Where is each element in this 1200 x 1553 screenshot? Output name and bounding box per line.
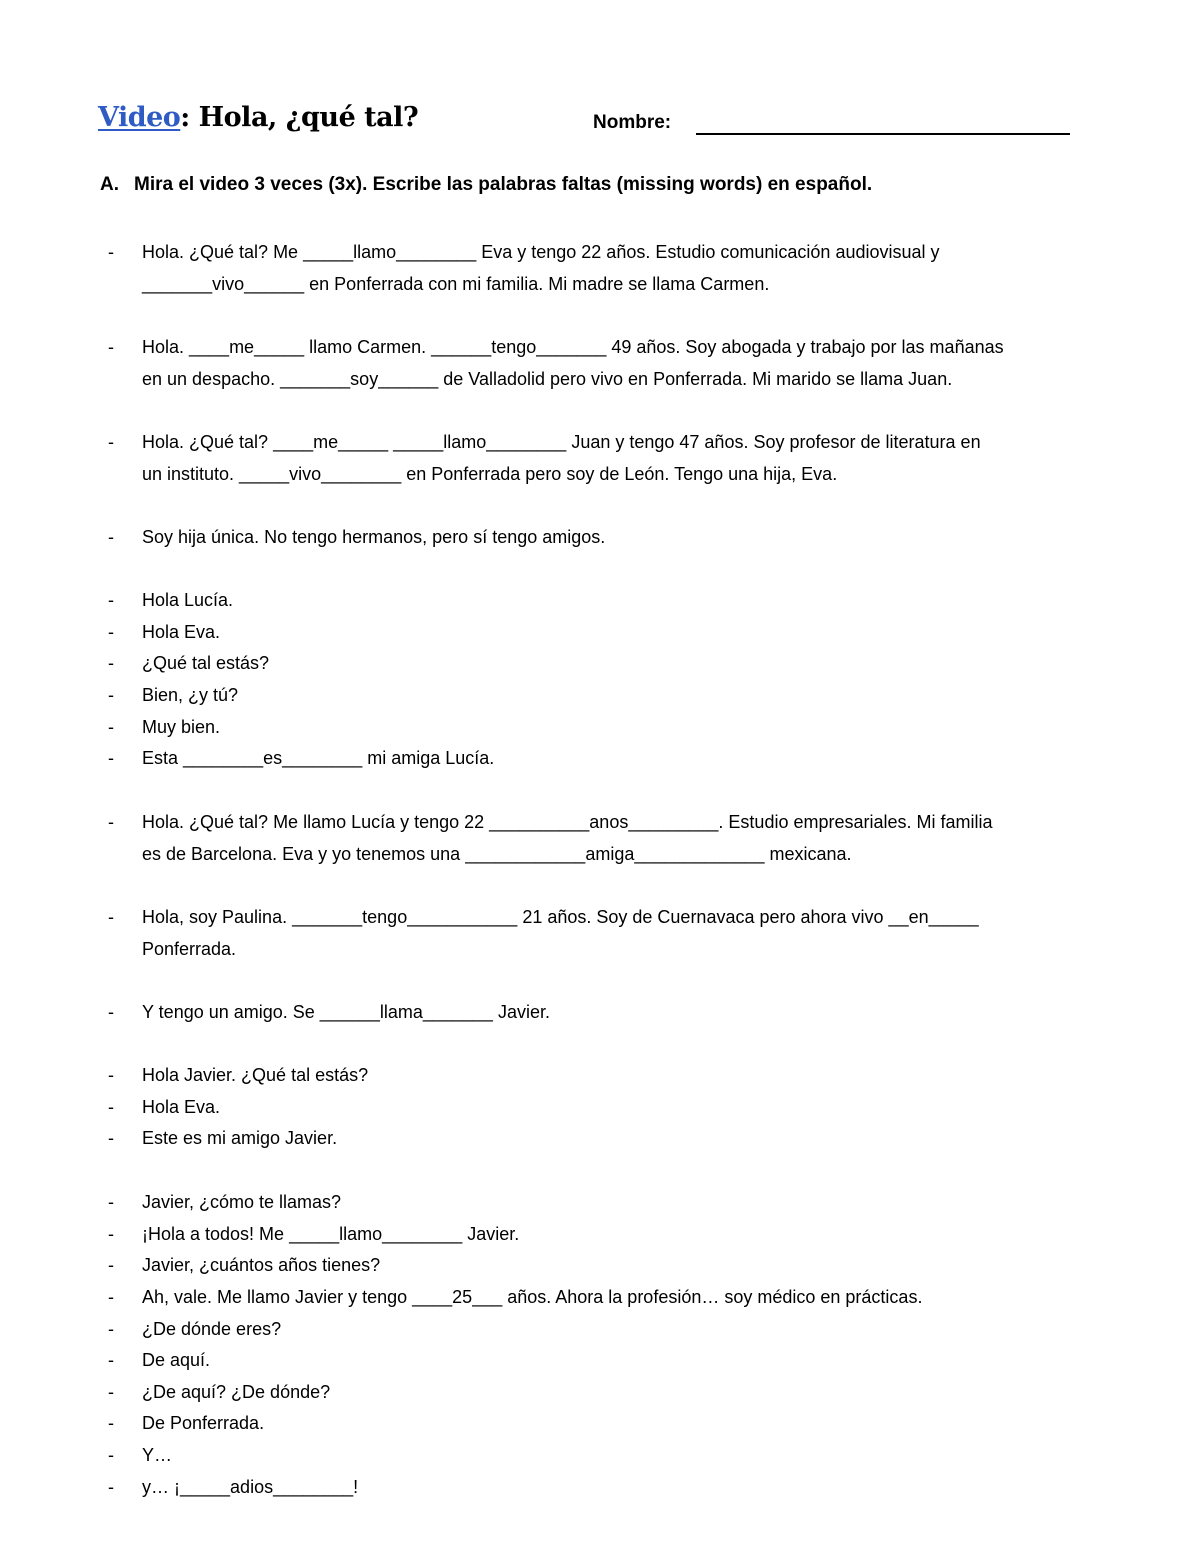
bullet-dash: -: [108, 1128, 114, 1148]
bullet-dash: -: [108, 907, 114, 927]
instruction-text: Mira el video 3 veces (3x). Escribe las palabras faltas (missing words) en español.: [134, 174, 873, 195]
instruction-letter: A.: [100, 174, 119, 195]
line-text: _______vivo______ en Ponferrada con mi familia. Mi madre se llama Carmen.: [142, 274, 770, 294]
bullet-dash: -: [108, 1319, 114, 1339]
bullet-dash: -: [108, 1287, 114, 1307]
line-text: Ah, vale. Me llamo Javier y tengo ____25___ años. Ahora la profesión… soy médico en prácticas.: [142, 1287, 923, 1307]
line-text: un instituto. _____vivo________ en Ponferrada pero soy de León. Tengo una hija, Eva.: [142, 464, 838, 484]
line-text: Hola, soy Paulina. _______tengo___________ 21 años. Soy de Cuernavaca pero ahora vivo __en_____: [142, 907, 979, 927]
nombre-blank: [696, 133, 1070, 135]
bullet-dash: -: [108, 1477, 114, 1497]
bullet-dash: -: [108, 242, 114, 262]
bullet-dash: -: [108, 653, 114, 673]
bullet-dash: -: [108, 1097, 114, 1117]
line-text: Ponferrada.: [142, 939, 237, 959]
line-text: Hola Eva.: [142, 1097, 221, 1117]
bullet-dash: -: [108, 590, 114, 610]
line-text: Hola. ¿Qué tal? Me llamo Lucía y tengo 22 __________anos_________. Estudio empresariales. Mi familia: [142, 812, 993, 832]
line-text: ¿De aquí? ¿De dónde?: [142, 1382, 331, 1402]
instruction-a: [100, 174, 872, 196]
video-link[interactable]: Video: [98, 102, 181, 133]
line-text: Soy hija única. No tengo hermanos, pero sí tengo amigos.: [142, 527, 606, 547]
bullet-dash: -: [108, 748, 114, 768]
line-text: en un despacho. _______soy______ de Valladolid pero vivo en Ponferrada. Mi marido se llama Juan.: [142, 369, 953, 389]
bullet-dash: -: [108, 1413, 114, 1433]
line-text: Muy bien.: [142, 717, 221, 737]
line-text: Bien, ¿y tú?: [142, 685, 239, 705]
bullet-dash: -: [108, 1255, 114, 1275]
line-text: Javier, ¿cómo te llamas?: [142, 1192, 342, 1212]
bullet-dash: -: [108, 1445, 114, 1465]
nombre-label: Nombre:: [593, 112, 672, 133]
bullet-dash: -: [108, 527, 114, 547]
header: [98, 102, 1098, 142]
bullet-dash: -: [108, 1350, 114, 1370]
line-text: Y…: [142, 1445, 173, 1465]
page-title: [98, 102, 418, 133]
bullet-dash: -: [108, 622, 114, 642]
bullet-dash: -: [108, 337, 114, 357]
line-text: ¿Qué tal estás?: [142, 653, 270, 673]
line-text: Hola. ____me_____ llamo Carmen. ______tengo_______ 49 años. Soy abogada y trabajo por las mañanas: [142, 337, 1004, 357]
title-text: : Hola, ¿qué tal?: [180, 102, 419, 133]
line-text: De aquí.: [142, 1350, 211, 1370]
bullet-dash: -: [108, 1065, 114, 1085]
bullet-dash: -: [108, 812, 114, 832]
bullet-dash: -: [108, 1002, 114, 1022]
line-text: y… ¡_____adios________!: [142, 1477, 359, 1497]
line-text: Hola. ¿Qué tal? ____me_____ _____llamo________ Juan y tengo 47 años. Soy profesor de literatura en: [142, 432, 981, 452]
bullet-dash: -: [108, 717, 114, 737]
line-text: Javier, ¿cuántos años tienes?: [142, 1255, 381, 1275]
bullet-dash: -: [108, 1382, 114, 1402]
line-text: Hola Lucía.: [142, 590, 234, 610]
line-text: Y tengo un amigo. Se ______llama_______ Javier.: [142, 1002, 550, 1022]
line-text: Hola. ¿Qué tal? Me _____llamo________ Eva y tengo 22 años. Estudio comunicación audiovisual y: [142, 242, 940, 262]
line-text: ¿De dónde eres?: [142, 1319, 282, 1339]
line-text: De Ponferrada.: [142, 1413, 265, 1433]
line-text: Esta ________es________ mi amiga Lucía.: [142, 748, 495, 768]
line-text: Este es mi amigo Javier.: [142, 1128, 338, 1148]
bullet-dash: -: [108, 1224, 114, 1244]
line-text: es de Barcelona. Eva y yo tenemos una ____________amiga_____________ mexicana.: [142, 844, 852, 864]
bullet-dash: -: [108, 432, 114, 452]
bullet-dash: -: [108, 1192, 114, 1212]
bullet-dash: -: [108, 685, 114, 705]
line-text: Hola Javier. ¿Qué tal estás?: [142, 1065, 369, 1085]
line-text: Hola Eva.: [142, 622, 221, 642]
line-text: ¡Hola a todos! Me _____llamo________ Javier.: [142, 1224, 520, 1244]
